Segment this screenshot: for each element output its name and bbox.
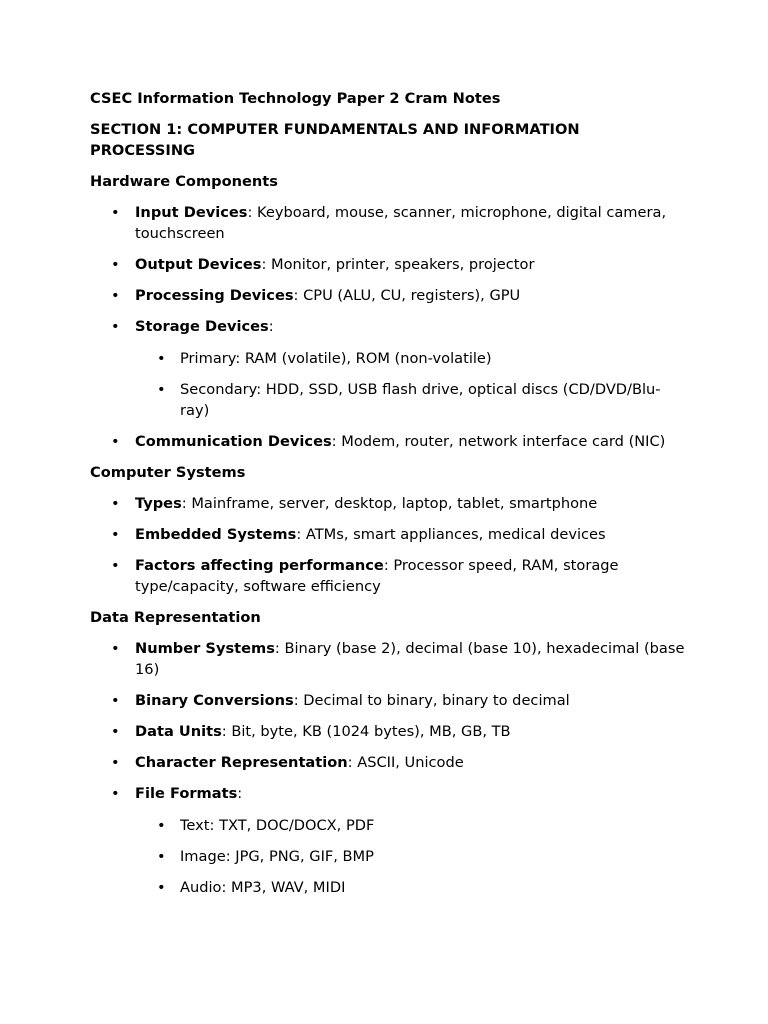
item-text: : ASCII, Unicode (347, 754, 464, 771)
item-text: : Processor speed, RAM, storage type/capacity, software efficiency (135, 557, 619, 595)
sub-item-text: Audio: MP3, WAV, MIDI (180, 879, 346, 896)
sub-item-text: Text: TXT, DOC/DOCX, PDF (180, 817, 375, 834)
bullet-icon: • (111, 433, 120, 450)
bullet-icon: • (111, 557, 120, 574)
list-item (90, 202, 685, 244)
bullet-icon: • (111, 256, 120, 273)
document-page (90, 88, 690, 908)
sub-item-text: Primary: RAM (volatile), ROM (non-volatile) (180, 350, 492, 367)
item-term: Input Devices (135, 204, 248, 221)
item-text: : (268, 318, 274, 335)
item-term: Types (135, 495, 182, 512)
item-text: : Modem, router, network interface card (NIC) (331, 433, 666, 450)
list-item (90, 254, 685, 275)
storage-sublist (90, 348, 685, 421)
list-item (90, 783, 685, 898)
item-term: Embedded Systems (135, 526, 297, 543)
bullet-icon: • (157, 848, 166, 865)
list-item (90, 690, 685, 711)
sub-list-item (90, 815, 685, 836)
bullet-icon: • (111, 318, 120, 335)
bullet-icon: • (111, 723, 120, 740)
section-title: SECTION 1: COMPUTER FUNDAMENTALS AND INFORMATION PROCESSING (90, 121, 580, 159)
item-term: Character Representation (135, 754, 348, 771)
bullet-icon: • (111, 692, 120, 709)
item-text: : Decimal to binary, binary to decimal (293, 692, 570, 709)
bullet-icon: • (157, 879, 166, 896)
list-item (90, 316, 685, 421)
list-item (90, 721, 685, 742)
document-title: CSEC Information Technology Paper 2 Cram Notes (90, 90, 501, 107)
item-term: File Formats (135, 785, 238, 802)
bullet-icon: • (111, 287, 120, 304)
sub-list-item (90, 379, 685, 421)
list-item (90, 431, 685, 452)
list-item (90, 524, 685, 545)
heading-hardware-components: Hardware Components (90, 173, 278, 190)
bullet-icon: • (111, 526, 120, 543)
hardware-list (90, 202, 690, 452)
item-text: : Monitor, printer, speakers, projector (261, 256, 535, 273)
item-text: : Bit, byte, KB (1024 bytes), MB, GB, TB (221, 723, 511, 740)
sub-item-text: Image: JPG, PNG, GIF, BMP (180, 848, 374, 865)
heading-computer-systems: Computer Systems (90, 464, 246, 481)
heading-data-representation: Data Representation (90, 609, 261, 626)
sub-item-text: Secondary: HDD, SSD, USB flash drive, optical discs (CD/DVD/Blu-ray) (180, 381, 661, 419)
item-term: Communication Devices (135, 433, 332, 450)
data-rep-list (90, 638, 690, 898)
item-text: : Mainframe, server, desktop, laptop, tablet, smartphone (181, 495, 598, 512)
list-item (90, 752, 685, 773)
sub-list-item (90, 877, 685, 898)
list-item (90, 638, 685, 680)
item-text: : ATMs, smart appliances, medical devices (296, 526, 606, 543)
list-item (90, 555, 685, 597)
item-term: Storage Devices (135, 318, 269, 335)
bullet-icon: • (111, 204, 120, 221)
item-text: : CPU (ALU, CU, registers), GPU (293, 287, 521, 304)
bullet-icon: • (157, 381, 166, 398)
item-term: Output Devices (135, 256, 262, 273)
item-text: : (237, 785, 243, 802)
item-term: Binary Conversions (135, 692, 294, 709)
bullet-icon: • (157, 817, 166, 834)
bullet-icon: • (111, 754, 120, 771)
bullet-icon: • (111, 495, 120, 512)
bullet-icon: • (111, 785, 120, 802)
list-item (90, 285, 685, 306)
item-text: : Keyboard, mouse, scanner, microphone, digital camera, touchscreen (135, 204, 667, 242)
item-term: Factors affecting performance (135, 557, 384, 574)
list-item (90, 493, 685, 514)
sub-list-item (90, 846, 685, 867)
sub-list-item (90, 348, 685, 369)
bullet-icon: • (111, 640, 120, 657)
file-formats-sublist (90, 815, 685, 898)
item-text: : Binary (base 2), decimal (base 10), hexadecimal (base 16) (135, 640, 685, 678)
systems-list (90, 493, 690, 597)
bullet-icon: • (157, 350, 166, 367)
item-term: Processing Devices (135, 287, 294, 304)
item-term: Number Systems (135, 640, 275, 657)
item-term: Data Units (135, 723, 222, 740)
